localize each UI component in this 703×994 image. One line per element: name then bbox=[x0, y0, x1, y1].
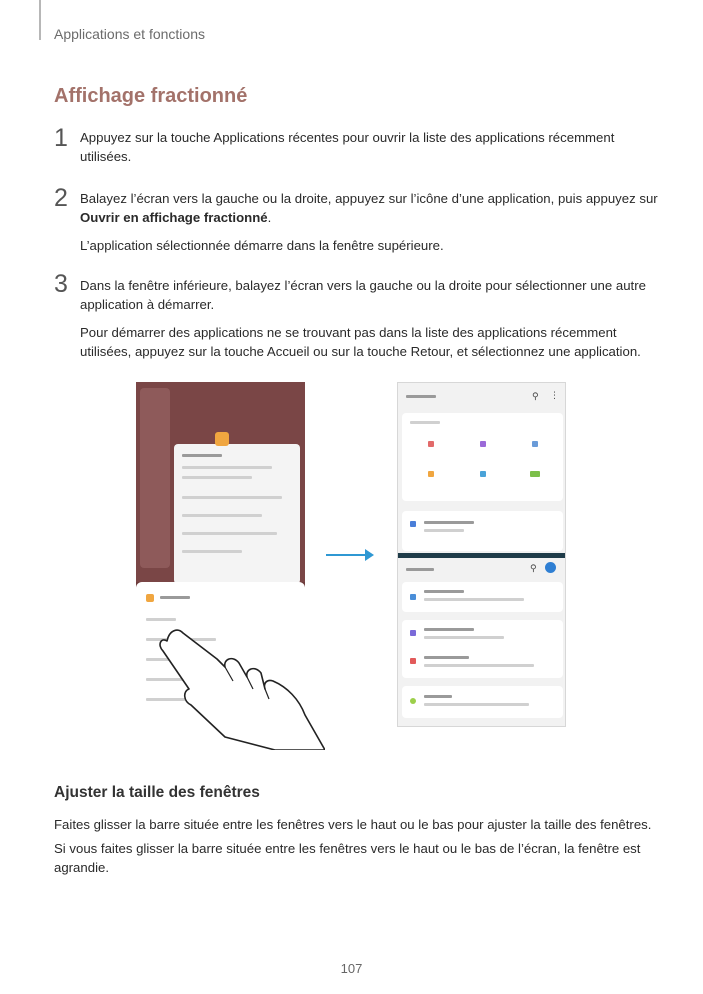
header-rule bbox=[39, 0, 41, 40]
header-title: Applications et fonctions bbox=[54, 26, 205, 42]
my-files-icon bbox=[146, 594, 154, 602]
section-title: Affichage fractionné bbox=[54, 85, 248, 107]
step-2-note: L’application sélectionnée démarre dans la fenêtre supérieure. bbox=[80, 238, 444, 253]
sound-icon bbox=[410, 630, 416, 636]
step-2-number: 2 bbox=[54, 184, 68, 212]
app-preview-card bbox=[174, 444, 300, 584]
notifications-icon bbox=[410, 658, 416, 664]
step-3-note: Pour démarrer des applications ne se trouvant pas dans la liste des applications récemment utilisées, appuyez sur la touche Accueil ou sur la touche Retour, et sélectionnez une application. bbox=[80, 325, 641, 359]
more-options-icon: ⋮ bbox=[550, 390, 559, 400]
folder-app-icon bbox=[215, 432, 229, 446]
images-icon bbox=[428, 441, 434, 447]
step-3-text: Dans la fenêtre inférieure, balayez l’écran vers la gauche ou la droite pour sélectionner une autre application à démarrer. bbox=[80, 278, 646, 312]
account-icon bbox=[545, 562, 556, 573]
page-number: 107 bbox=[340, 961, 363, 976]
audio-icon bbox=[532, 441, 538, 447]
video-icon bbox=[480, 441, 486, 447]
sounds-notifications-items bbox=[402, 620, 563, 678]
subsection-title: Ajuster la taille des fenêtres bbox=[54, 784, 260, 801]
apk-icon bbox=[530, 471, 540, 477]
split-screen-illustration bbox=[397, 382, 566, 727]
connections-item bbox=[402, 582, 563, 612]
storage-icon bbox=[410, 521, 416, 527]
step-1-text: Appuyez sur la touche Applications récentes pour ouvrir la liste des applications récemment utilisées. bbox=[80, 130, 615, 164]
hand-pointer-icon bbox=[155, 625, 325, 750]
categories-panel bbox=[402, 413, 563, 501]
documents-icon bbox=[428, 471, 434, 477]
display-icon bbox=[410, 698, 416, 704]
bottom-window bbox=[398, 558, 566, 727]
step-2-text bbox=[80, 189, 660, 227]
top-window bbox=[398, 383, 566, 553]
display-item bbox=[402, 686, 563, 718]
downloads-icon bbox=[480, 471, 486, 477]
step-2-text-before: Balayez l’écran vers la gauche ou la droite, appuyez sur l’icône d’une application, puis appuyez sur bbox=[80, 191, 658, 206]
previous-app-card bbox=[140, 388, 170, 568]
step-3-number: 3 bbox=[54, 270, 68, 298]
transition-arrow bbox=[326, 554, 370, 556]
step-2-text-after: . bbox=[267, 210, 272, 225]
subsection-paragraph-1: Faites glisser la barre située entre les fenêtres vers le haut ou le bas pour ajuster la taille des fenêtres. bbox=[54, 817, 652, 832]
settings-search-icon: ⚲ bbox=[530, 563, 537, 573]
search-icon: ⚲ bbox=[532, 391, 539, 401]
wifi-icon bbox=[410, 594, 416, 600]
storage-panel bbox=[402, 511, 563, 551]
step-2-bold-option: Ouvrir en affichage fractionné bbox=[80, 210, 268, 225]
transition-arrow-head bbox=[365, 549, 374, 561]
subsection-paragraph-2: Si vous faites glisser la barre située entre les fenêtres vers le haut ou le bas de l’écran, la fenêtre est agrandie. bbox=[54, 841, 641, 875]
step-1-number: 1 bbox=[54, 124, 68, 152]
